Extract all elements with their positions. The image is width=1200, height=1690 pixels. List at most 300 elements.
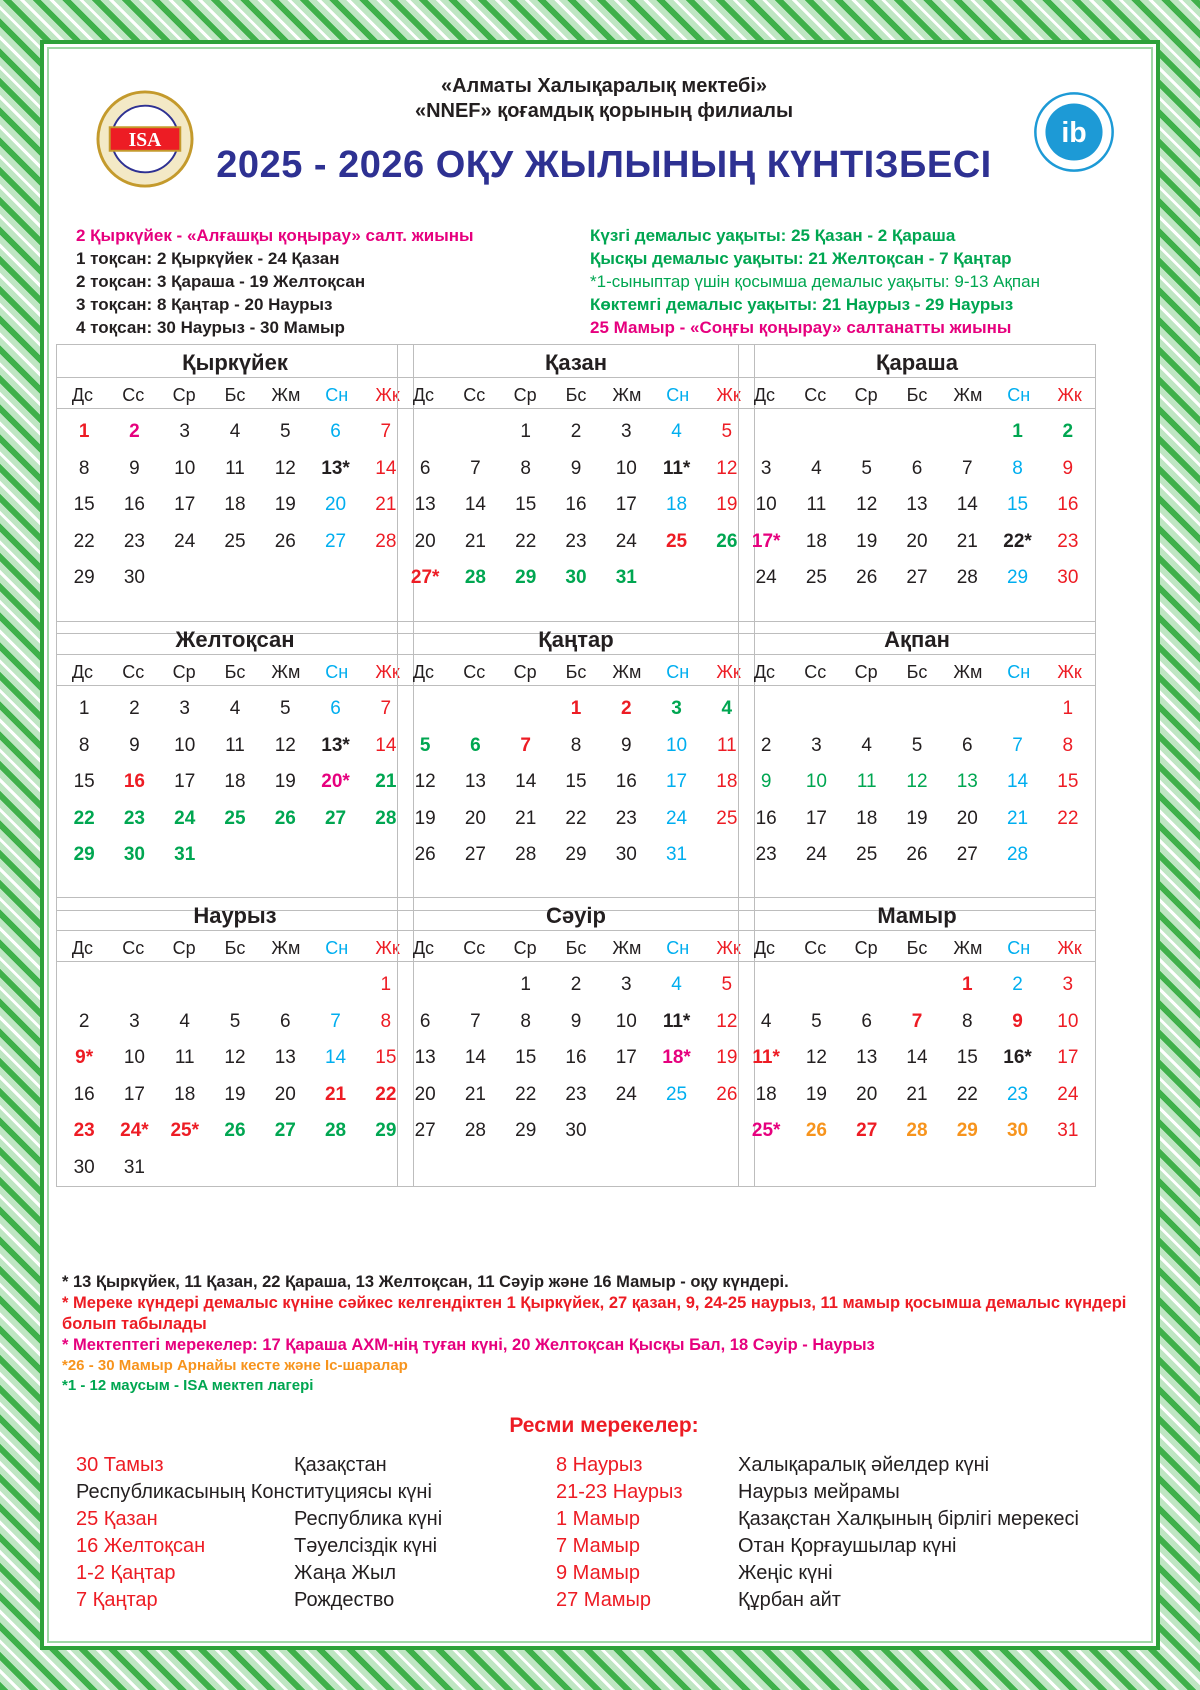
day-cell: 1 xyxy=(1062,698,1074,719)
day-cell: 11 xyxy=(174,1047,195,1068)
weekday-label: Ср xyxy=(854,662,878,682)
day-cell: 9 xyxy=(570,457,582,479)
holiday-date: 1 Мамыр xyxy=(556,1508,640,1530)
holiday-date: 27 Мамыр xyxy=(556,1589,652,1611)
day-grid xyxy=(57,962,413,1186)
day-cell: 25* xyxy=(170,1120,199,1141)
day-cell: 18 xyxy=(856,807,878,829)
day-cell: 4 xyxy=(861,734,872,756)
day-cell: 23 xyxy=(1006,1083,1029,1105)
weekday-label: Сн xyxy=(325,385,349,405)
day-cell: 22 xyxy=(1057,807,1079,829)
info-line: 25 Мамыр - «Соңғы қоңырау» салтанатты жиыны xyxy=(590,318,1012,337)
day-cell: 4 xyxy=(229,698,241,719)
day-cell: 5 xyxy=(861,457,872,479)
day-cell: 14 xyxy=(515,771,537,792)
month-name: Қазан xyxy=(544,350,608,375)
day-cell: 5 xyxy=(811,1010,822,1032)
day-cell: 8 xyxy=(961,1010,973,1032)
weekday-label: Сн xyxy=(1007,662,1031,682)
day-empty xyxy=(892,691,942,728)
weekday-label: Сс xyxy=(463,662,486,682)
day-empty xyxy=(741,691,791,728)
day-cell: 2 xyxy=(129,698,140,719)
day-cell: 2 xyxy=(1012,974,1023,995)
holiday-row xyxy=(556,1587,1156,1614)
month-calendar xyxy=(397,621,755,911)
day-cell: 29 xyxy=(73,844,95,865)
day-cell: 15 xyxy=(73,771,95,792)
day-cell: 19 xyxy=(224,1083,246,1105)
day-cell: 20 xyxy=(906,530,928,552)
school-header xyxy=(44,74,1164,124)
day-cell: 17 xyxy=(123,1083,145,1105)
weekday-label: Жм xyxy=(953,662,983,682)
day-cell: 8 xyxy=(380,1010,392,1032)
day-cell: 31 xyxy=(174,844,196,865)
weekday-label: Сн xyxy=(666,938,690,958)
day-cell: 27 xyxy=(906,567,928,588)
day-cell: 6 xyxy=(470,734,481,756)
day-cell: 15 xyxy=(1057,771,1079,792)
day-cell: 28 xyxy=(324,1120,347,1141)
info-line: 2 Қыркүйек - «Алғашқы қоңырау» салт. жиыны xyxy=(76,226,474,245)
holidays-list-right xyxy=(556,1452,1156,1614)
weekday-header xyxy=(739,377,1095,409)
day-empty xyxy=(892,967,942,1004)
day-cell: 19 xyxy=(856,530,878,552)
day-cell: 21 xyxy=(515,807,537,829)
day-cell: 10 xyxy=(615,457,637,479)
day-cell: 25 xyxy=(665,530,688,552)
day-cell: 22 xyxy=(73,807,95,829)
day-cell: 10 xyxy=(755,494,777,515)
day-cell: 12 xyxy=(805,1047,827,1068)
school-affiliation: «NNEF» қоғамдық қорының филиалы xyxy=(414,100,794,122)
holiday-row xyxy=(556,1479,1156,1506)
day-empty xyxy=(992,691,1042,728)
day-cell: 3 xyxy=(179,698,190,719)
day-cell: 11 xyxy=(716,734,737,756)
day-cell: 26 xyxy=(414,844,436,865)
day-cell: 31 xyxy=(1057,1120,1079,1141)
month-name: Мамыр xyxy=(877,903,957,928)
day-cell: 21 xyxy=(464,530,486,552)
day-empty xyxy=(400,967,450,1004)
day-cell: 9 xyxy=(570,1010,582,1032)
day-cell: 7 xyxy=(961,457,973,479)
day-cell: 18 xyxy=(224,771,246,792)
day-cell: 28 xyxy=(375,530,397,552)
day-cell: 19 xyxy=(414,807,436,829)
day-cell: 18 xyxy=(665,494,688,515)
day-cell: 13 xyxy=(956,771,978,792)
weekday-label: Сс xyxy=(122,938,145,958)
day-cell: 11* xyxy=(662,1010,691,1032)
day-cell: 20 xyxy=(856,1083,878,1105)
day-empty xyxy=(310,967,360,1004)
holiday-row xyxy=(76,1587,536,1614)
day-cell: 26 xyxy=(716,530,738,552)
day-cell: 16 xyxy=(123,771,145,792)
weekday-label: Бс xyxy=(565,385,587,405)
day-cell: 13 xyxy=(414,494,436,515)
holiday-name: Тәуелсіздік күні xyxy=(294,1535,438,1557)
day-cell: 19 xyxy=(716,1047,738,1068)
day-cell: 24 xyxy=(1057,1083,1079,1105)
day-cell: 17 xyxy=(174,771,196,792)
day-cell: 29 xyxy=(515,567,537,588)
day-cell: 13 xyxy=(274,1047,296,1068)
month-name: Қыркүйек xyxy=(182,350,288,375)
day-cell: 20 xyxy=(464,807,486,829)
day-cell: 14 xyxy=(375,457,397,479)
day-cell: 19 xyxy=(906,807,928,829)
day-cell: 30 xyxy=(565,567,587,588)
day-cell: 5 xyxy=(229,1010,241,1032)
day-cell: 24* xyxy=(120,1120,149,1141)
weekday-label: Жм xyxy=(612,662,642,682)
day-cell: 15 xyxy=(565,771,587,792)
weekday-label: Сс xyxy=(122,385,145,405)
month-calendar xyxy=(56,897,414,1187)
weekday-label: Дс xyxy=(71,662,94,682)
day-cell: 2 xyxy=(760,734,772,756)
weekday-header xyxy=(57,930,413,962)
day-cell: 11 xyxy=(806,494,827,515)
day-cell: 12 xyxy=(716,457,738,479)
day-empty xyxy=(942,691,992,728)
day-cell: 3 xyxy=(671,698,682,719)
day-cell: 9 xyxy=(1062,457,1074,479)
day-grid xyxy=(398,409,754,597)
day-grid xyxy=(739,686,1095,874)
day-cell: 25* xyxy=(751,1120,781,1141)
holiday-name: Құрбан айт xyxy=(738,1589,841,1611)
weekday-header xyxy=(398,654,754,686)
day-cell: 16 xyxy=(565,494,587,515)
day-cell: 8 xyxy=(570,734,582,756)
day-cell: 10 xyxy=(174,457,196,479)
weekday-label: Ср xyxy=(172,662,196,682)
day-cell: 5 xyxy=(721,421,733,442)
weekday-header xyxy=(739,654,1095,686)
day-cell: 18 xyxy=(716,771,738,792)
month-name: Желтоқсан xyxy=(175,627,295,652)
weekday-label: Жк xyxy=(375,385,400,405)
day-cell: 13* xyxy=(321,457,350,479)
day-cell: 17 xyxy=(805,807,827,829)
weekday-header xyxy=(398,377,754,409)
day-cell: 27* xyxy=(410,567,440,588)
month-name: Сәуір xyxy=(546,903,606,928)
day-empty xyxy=(450,967,500,1004)
month-calendar xyxy=(738,621,1096,911)
weekday-header xyxy=(57,654,413,686)
day-empty xyxy=(400,691,450,728)
day-cell: 24 xyxy=(665,807,688,829)
weekday-label: Сс xyxy=(463,385,486,405)
day-empty xyxy=(842,691,892,728)
day-cell: 6 xyxy=(961,734,973,756)
day-empty xyxy=(260,967,310,1004)
day-empty xyxy=(942,414,992,451)
day-empty xyxy=(842,414,892,451)
holiday-name: Рождество xyxy=(294,1589,395,1611)
day-cell: 7 xyxy=(380,421,392,442)
holiday-row xyxy=(556,1533,1156,1560)
day-empty xyxy=(109,967,159,1004)
holiday-date: 8 Наурыз xyxy=(556,1454,643,1476)
weekday-label: Жм xyxy=(612,938,642,958)
day-cell: 28 xyxy=(515,844,537,865)
day-empty xyxy=(791,967,841,1004)
day-cell: 17 xyxy=(615,1047,637,1068)
day-cell: 28 xyxy=(906,1120,928,1141)
day-cell: 12 xyxy=(856,494,878,515)
day-cell: 20 xyxy=(414,530,436,552)
day-cell: 26 xyxy=(274,807,296,829)
day-empty xyxy=(892,414,942,451)
day-cell: 23 xyxy=(123,530,145,552)
weekday-label: Ср xyxy=(513,938,537,958)
day-cell: 10 xyxy=(174,734,196,756)
day-cell: 21 xyxy=(906,1083,928,1105)
day-cell: 21 xyxy=(464,1083,486,1105)
calendar-page xyxy=(40,40,1160,1650)
day-cell: 14 xyxy=(464,1047,486,1068)
weekday-label: Жк xyxy=(716,938,741,958)
day-cell: 23 xyxy=(73,1120,95,1141)
day-cell: 29 xyxy=(515,1120,537,1141)
weekday-label: Сс xyxy=(122,662,145,682)
info-line: Күзгі демалыс уақыты: 25 Қазан - 2 Қараша xyxy=(590,226,956,245)
day-cell: 1 xyxy=(78,421,90,442)
month-calendar xyxy=(56,621,414,911)
day-cell: 22 xyxy=(956,1083,978,1105)
day-cell: 6 xyxy=(279,1010,291,1032)
holiday-date: 7 Қаңтар xyxy=(76,1589,158,1611)
month-calendar xyxy=(397,897,755,1187)
day-cell: 27 xyxy=(414,1120,436,1141)
info-line: *1-сыныптар үшін қосымша демалыс уақыты: 9-13 Ақпан xyxy=(590,272,1040,291)
day-cell: 16 xyxy=(123,494,145,515)
day-cell: 21 xyxy=(956,530,978,552)
day-cell: 8 xyxy=(520,457,531,479)
day-empty xyxy=(210,967,260,1004)
day-cell: 16 xyxy=(565,1047,587,1068)
day-cell: 29 xyxy=(73,567,95,588)
holiday-row xyxy=(76,1533,536,1560)
svg-text:ISA: ISA xyxy=(128,129,162,151)
day-cell: 7 xyxy=(470,457,481,479)
day-cell: 21 xyxy=(324,1083,347,1105)
day-cell: 16 xyxy=(615,771,637,792)
weekday-label: Бс xyxy=(565,938,587,958)
day-cell: 19 xyxy=(805,1083,827,1105)
weekday-label: Жк xyxy=(1057,938,1082,958)
holiday-row xyxy=(556,1560,1156,1587)
day-cell: 30 xyxy=(73,1156,95,1178)
day-cell: 9 xyxy=(129,457,140,479)
day-cell: 20 xyxy=(956,807,978,829)
weekday-label: Сс xyxy=(804,938,827,958)
day-grid xyxy=(57,409,413,597)
day-cell: 29 xyxy=(1006,567,1029,588)
day-cell: 12 xyxy=(906,771,928,792)
day-cell: 31 xyxy=(665,844,688,865)
day-cell: 13 xyxy=(414,1047,436,1068)
holidays-list-left xyxy=(76,1452,536,1614)
school-name: «Алматы Халықаралық мектебі» xyxy=(440,75,768,97)
weekday-label: Жк xyxy=(375,662,400,682)
day-cell: 11 xyxy=(856,771,877,792)
weekday-label: Жк xyxy=(1057,385,1082,405)
day-cell: 21 xyxy=(1006,807,1029,829)
holiday-date: 25 Қазан xyxy=(76,1508,158,1530)
day-cell: 12 xyxy=(274,734,296,756)
month-calendar xyxy=(56,344,414,634)
day-cell: 5 xyxy=(279,698,291,719)
day-cell: 7 xyxy=(911,1010,923,1032)
day-cell: 12 xyxy=(414,771,436,792)
day-cell: 9* xyxy=(75,1047,94,1068)
day-cell: 29 xyxy=(375,1120,397,1141)
day-cell: 14 xyxy=(375,734,397,756)
day-cell: 27 xyxy=(956,844,978,865)
day-empty xyxy=(842,967,892,1004)
day-cell: 18* xyxy=(662,1047,691,1068)
day-cell: 7 xyxy=(380,698,392,719)
day-cell: 24 xyxy=(805,844,827,865)
weekday-label: Сн xyxy=(325,938,349,958)
holiday-row xyxy=(556,1452,1156,1479)
day-grid xyxy=(398,686,754,874)
day-cell: 16 xyxy=(73,1083,95,1105)
day-cell: 1 xyxy=(1012,421,1023,442)
weekday-header xyxy=(398,930,754,962)
day-cell: 3 xyxy=(620,974,632,995)
weekday-label: Сн xyxy=(325,662,349,682)
day-cell: 17 xyxy=(615,494,637,515)
weekday-label: Дс xyxy=(753,385,776,405)
day-cell: 25 xyxy=(224,530,246,552)
day-cell: 26 xyxy=(274,530,296,552)
day-cell: 17* xyxy=(751,530,781,552)
day-cell: 20 xyxy=(274,1083,296,1105)
day-cell: 14 xyxy=(1006,771,1029,792)
day-empty xyxy=(450,414,500,451)
day-cell: 26 xyxy=(805,1120,827,1141)
day-cell: 15 xyxy=(956,1047,978,1068)
day-cell: 17 xyxy=(665,771,688,792)
day-cell: 25 xyxy=(805,567,827,588)
day-cell: 30 xyxy=(123,567,145,588)
day-cell: 19 xyxy=(274,771,296,792)
day-cell: 23 xyxy=(1057,530,1079,552)
weekday-label: Дс xyxy=(412,385,435,405)
holiday-name: Республика күні xyxy=(294,1508,443,1530)
day-cell: 4 xyxy=(179,1010,190,1032)
day-cell: 26 xyxy=(856,567,878,588)
day-grid xyxy=(739,409,1095,597)
day-cell: 16 xyxy=(1057,494,1079,515)
weekday-label: Дс xyxy=(753,938,776,958)
day-cell: 3 xyxy=(620,421,632,442)
footnote: * Мереке күндері демалыс күніне сәйкес келгендіктен 1 Қыркүйек, 27 қазан, 9, 24-25 наурыз, 11 мамыр қосымша демалыс күндері болып табылады xyxy=(62,1294,1127,1333)
day-cell: 31 xyxy=(615,567,637,588)
weekday-label: Дс xyxy=(71,938,94,958)
day-cell: 15 xyxy=(73,494,95,515)
day-cell: 6 xyxy=(911,457,923,479)
month-name: Ақпан xyxy=(884,627,950,652)
day-cell: 2 xyxy=(129,421,140,442)
day-cell: 18 xyxy=(224,494,246,515)
day-cell: 4 xyxy=(671,974,682,995)
day-cell: 24 xyxy=(615,1083,637,1105)
info-line: 2 тоқсан: 3 Қараша - 19 Желтоқсан xyxy=(76,272,366,291)
holiday-name: Қазақстан Халқының бірлігі мерекесі xyxy=(738,1508,1079,1530)
info-line: 4 тоқсан: 30 Наурыз - 30 Мамыр xyxy=(76,318,345,337)
vacation-dates xyxy=(590,224,1040,339)
day-cell: 19 xyxy=(274,494,296,515)
month-calendar xyxy=(738,897,1096,1187)
day-cell: 20 xyxy=(324,494,347,515)
day-cell: 30 xyxy=(615,844,637,865)
weekday-label: Сн xyxy=(1007,938,1031,958)
day-cell: 11* xyxy=(752,1047,780,1068)
day-cell: 22 xyxy=(515,1083,537,1105)
day-cell: 23 xyxy=(123,807,145,829)
day-empty xyxy=(791,691,841,728)
weekday-label: Сн xyxy=(666,662,690,682)
day-cell: 25 xyxy=(665,1083,688,1105)
day-cell: 15 xyxy=(375,1047,397,1068)
day-cell: 26 xyxy=(716,1083,738,1105)
day-cell: 25 xyxy=(716,807,738,829)
weekday-label: Сс xyxy=(804,662,827,682)
day-cell: 14 xyxy=(464,494,486,515)
holiday-date: 7 Мамыр xyxy=(556,1535,640,1557)
day-cell: 4 xyxy=(229,421,241,442)
day-cell: 24 xyxy=(174,530,196,552)
day-cell: 1 xyxy=(570,698,582,719)
info-line: 3 тоқсан: 8 Қаңтар - 20 Наурыз xyxy=(76,295,333,314)
info-line: Қысқы демалыс уақыты: 21 Желтоқсан - 7 Қаңтар xyxy=(590,249,1012,268)
day-cell: 12 xyxy=(274,457,296,479)
day-cell: 15 xyxy=(1006,494,1029,515)
weekday-header xyxy=(57,377,413,409)
day-cell: 8 xyxy=(520,1010,531,1032)
holiday-name: Қазақстан xyxy=(294,1454,387,1476)
holiday-date: 30 Тамыз xyxy=(76,1454,164,1476)
day-cell: 30 xyxy=(1057,567,1079,588)
day-cell: 27 xyxy=(324,530,347,552)
day-cell: 13 xyxy=(906,494,928,515)
weekday-label: Ср xyxy=(854,938,878,958)
day-cell: 6 xyxy=(419,1010,431,1032)
day-cell: 6 xyxy=(330,698,341,719)
day-cell: 18 xyxy=(174,1083,196,1105)
day-cell: 2 xyxy=(78,1010,90,1032)
page-title: 2025 - 2026 ОҚУ ЖЫЛЫНЫҢ КҮНТІЗБЕСІ xyxy=(216,144,992,186)
day-cell: 11 xyxy=(225,457,245,479)
day-cell: 10 xyxy=(805,771,827,792)
day-grid xyxy=(398,962,754,1150)
weekday-label: Жм xyxy=(953,938,983,958)
day-cell: 27 xyxy=(274,1120,296,1141)
weekday-label: Дс xyxy=(412,662,435,682)
